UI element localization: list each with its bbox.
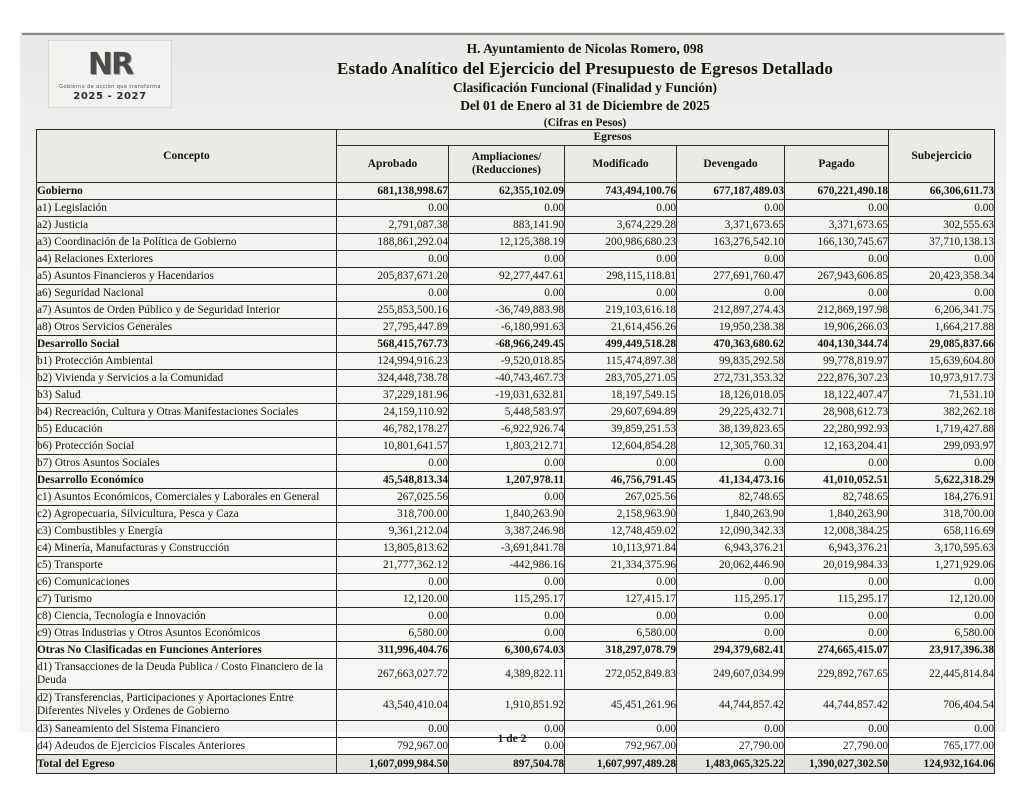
row-pagado: 0.00 xyxy=(785,200,889,217)
row-ampliaciones: 883,141.90 xyxy=(449,217,565,234)
row-pagado: 404,130,344.74 xyxy=(785,336,889,353)
row-devengado: 38,139,823.65 xyxy=(677,421,785,438)
row-concepto: Desarrollo Económico xyxy=(37,472,337,489)
row-concepto: b4) Recreación, Cultura y Otras Manifestaciones Sociales xyxy=(37,404,337,421)
row-devengado: 99,835,292.58 xyxy=(677,353,785,370)
row-aprobado: 37,229,181.96 xyxy=(337,387,449,404)
table-row xyxy=(37,625,995,642)
row-ampliaciones: -6,922,926.74 xyxy=(449,421,565,438)
row-devengado: 212,897,274.43 xyxy=(677,302,785,319)
row-ampliaciones: 0.00 xyxy=(449,625,565,642)
logo-years: 2025 - 2027 xyxy=(73,91,147,102)
row-ampliaciones: 0.00 xyxy=(449,285,565,302)
row-modificado: 3,674,229.28 xyxy=(565,217,677,234)
row-aprobado: 255,853,500.16 xyxy=(337,302,449,319)
row-ampliaciones: 1,840,263.90 xyxy=(449,506,565,523)
row-ampliaciones: 62,355,102.09 xyxy=(449,183,565,200)
row-pagado: 28,908,612.73 xyxy=(785,404,889,421)
table-row xyxy=(37,234,995,251)
row-concepto: c4) Minería, Manufacturas y Construcción xyxy=(37,540,337,557)
row-pagado: 82,748.65 xyxy=(785,489,889,506)
row-devengado: 1,483,065,325.22 xyxy=(677,755,785,774)
row-devengado: 82,748.65 xyxy=(677,489,785,506)
row-subejercicio: 0.00 xyxy=(889,455,995,472)
entity-name: H. Ayuntamiento de Nicolas Romero, 098 xyxy=(466,41,704,56)
row-devengado: 0.00 xyxy=(677,574,785,591)
row-ampliaciones: 92,277,447.61 xyxy=(449,268,565,285)
row-modificado: 298,115,118.81 xyxy=(565,268,677,285)
row-aprobado: 267,663,027.72 xyxy=(337,659,449,690)
row-aprobado: 1,607,099,984.50 xyxy=(337,755,449,774)
row-modificado: 0.00 xyxy=(565,721,677,738)
table-row xyxy=(37,183,995,200)
row-devengado: 3,371,673.65 xyxy=(677,217,785,234)
row-aprobado: 2,791,087.38 xyxy=(337,217,449,234)
row-devengado: 249,607,034.99 xyxy=(677,659,785,690)
row-ampliaciones: -19,031,632.81 xyxy=(449,387,565,404)
row-pagado: 12,163,204.41 xyxy=(785,438,889,455)
row-ampliaciones: 1,207,978.11 xyxy=(449,472,565,489)
row-ampliaciones: 1,910,851.92 xyxy=(449,690,565,721)
row-aprobado: 9,361,212.04 xyxy=(337,523,449,540)
header-ampliaciones-line2: (Reducciones) xyxy=(472,164,541,176)
row-ampliaciones: -36,749,883.98 xyxy=(449,302,565,319)
row-pagado: 20,019,984.33 xyxy=(785,557,889,574)
row-devengado: 27,790.00 xyxy=(677,738,785,755)
row-aprobado: 267,025.56 xyxy=(337,489,449,506)
row-modificado: 499,449,518.28 xyxy=(565,336,677,353)
row-modificado: 12,604,854.28 xyxy=(565,438,677,455)
row-subejercicio: 1,719,427.88 xyxy=(889,421,995,438)
table-row xyxy=(37,353,995,370)
row-concepto: b6) Protección Social xyxy=(37,438,337,455)
row-pagado: 41,010,052.51 xyxy=(785,472,889,489)
row-aprobado: 0.00 xyxy=(337,285,449,302)
row-subejercicio: 299,093.97 xyxy=(889,438,995,455)
row-subejercicio: 6,206,341.75 xyxy=(889,302,995,319)
row-modificado: 283,705,271.05 xyxy=(565,370,677,387)
row-aprobado: 0.00 xyxy=(337,251,449,268)
row-pagado: 27,790.00 xyxy=(785,738,889,755)
row-ampliaciones: 0.00 xyxy=(449,608,565,625)
row-concepto: c2) Agropecuaria, Silvicultura, Pesca y Caza xyxy=(37,506,337,523)
table-row xyxy=(37,642,995,659)
row-modificado: 127,415.17 xyxy=(565,591,677,608)
table-row xyxy=(37,370,995,387)
row-concepto: a5) Asuntos Financieros y Hacendarios xyxy=(37,268,337,285)
row-modificado: 45,451,261.96 xyxy=(565,690,677,721)
table-row xyxy=(37,319,995,336)
row-concepto: Desarrollo Social xyxy=(37,336,337,353)
table-row xyxy=(37,217,995,234)
row-concepto: d1) Transacciones de la Deuda Publica / Costo Financiero de la Deuda xyxy=(37,659,337,690)
row-modificado: 10,113,971.84 xyxy=(565,540,677,557)
row-ampliaciones: 0.00 xyxy=(449,489,565,506)
row-pagado: 0.00 xyxy=(785,608,889,625)
logo-slogan: Gobierno de acción que transforma xyxy=(59,84,161,90)
row-concepto: d4) Adeudos de Ejercicios Fiscales Anteriores xyxy=(37,738,337,755)
header-subejercicio: Subejercicio xyxy=(889,130,995,183)
row-ampliaciones: -68,966,249.45 xyxy=(449,336,565,353)
row-concepto: Total del Egreso xyxy=(37,755,337,774)
row-ampliaciones: 897,504.78 xyxy=(449,755,565,774)
table-row xyxy=(37,268,995,285)
row-aprobado: 12,120.00 xyxy=(337,591,449,608)
row-pagado: 99,778,819.97 xyxy=(785,353,889,370)
row-concepto: a4) Relaciones Exteriores xyxy=(37,251,337,268)
row-subejercicio: 22,445,814.84 xyxy=(889,659,995,690)
row-aprobado: 45,548,813.34 xyxy=(337,472,449,489)
row-aprobado: 324,448,738.78 xyxy=(337,370,449,387)
header-egresos-group: Egresos xyxy=(337,130,889,146)
row-pagado: 0.00 xyxy=(785,455,889,472)
row-aprobado: 0.00 xyxy=(337,200,449,217)
row-devengado: 115,295.17 xyxy=(677,591,785,608)
row-modificado: 792,967.00 xyxy=(565,738,677,755)
row-devengado: 6,943,376.21 xyxy=(677,540,785,557)
row-ampliaciones: 6,300,674.03 xyxy=(449,642,565,659)
row-subejercicio: 124,932,164.06 xyxy=(889,755,995,774)
row-ampliaciones: 3,387,246.98 xyxy=(449,523,565,540)
row-subejercicio: 5,622,318.29 xyxy=(889,472,995,489)
row-aprobado: 205,837,671.20 xyxy=(337,268,449,285)
row-ampliaciones: 5,448,583.97 xyxy=(449,404,565,421)
table-row xyxy=(37,251,995,268)
row-concepto: b3) Salud xyxy=(37,387,337,404)
row-subejercicio: 0.00 xyxy=(889,574,995,591)
row-ampliaciones: 4,389,822.11 xyxy=(449,659,565,690)
row-concepto: a8) Otros Servicios Generales xyxy=(37,319,337,336)
row-devengado: 470,363,680.62 xyxy=(677,336,785,353)
table-row xyxy=(37,540,995,557)
header-ampliaciones-line1: Ampliaciones/ xyxy=(471,151,542,163)
row-concepto: c3) Combustibles y Energía xyxy=(37,523,337,540)
row-concepto: Gobierno xyxy=(37,183,337,200)
row-ampliaciones: 0.00 xyxy=(449,721,565,738)
row-ampliaciones: 1,803,212.71 xyxy=(449,438,565,455)
row-concepto: c7) Turismo xyxy=(37,591,337,608)
table-row xyxy=(37,690,995,721)
row-aprobado: 568,415,767.73 xyxy=(337,336,449,353)
row-modificado: 743,494,100.76 xyxy=(565,183,677,200)
row-ampliaciones: 0.00 xyxy=(449,455,565,472)
row-modificado: 318,297,078.79 xyxy=(565,642,677,659)
row-aprobado: 0.00 xyxy=(337,574,449,591)
row-devengado: 677,187,489.03 xyxy=(677,183,785,200)
row-modificado: 0.00 xyxy=(565,200,677,217)
row-aprobado: 681,138,998.67 xyxy=(337,183,449,200)
row-devengado: 20,062,446.90 xyxy=(677,557,785,574)
row-subejercicio: 10,973,917.73 xyxy=(889,370,995,387)
row-subejercicio: 37,710,138.13 xyxy=(889,234,995,251)
row-modificado: 0.00 xyxy=(565,285,677,302)
report-units: (Cifras en Pesos) xyxy=(543,117,627,129)
row-devengado: 44,744,857.42 xyxy=(677,690,785,721)
row-modificado: 1,607,997,489.28 xyxy=(565,755,677,774)
row-aprobado: 311,996,404.76 xyxy=(337,642,449,659)
table-row xyxy=(37,421,995,438)
row-pagado: 229,892,767.65 xyxy=(785,659,889,690)
row-concepto: a6) Seguridad Nacional xyxy=(37,285,337,302)
header-pagado: Pagado xyxy=(785,146,889,183)
page-number: 1 de 2 xyxy=(497,733,527,745)
row-ampliaciones: 115,295.17 xyxy=(449,591,565,608)
row-ampliaciones: 0.00 xyxy=(449,251,565,268)
row-pagado: 222,876,307.23 xyxy=(785,370,889,387)
row-pagado: 212,869,197.98 xyxy=(785,302,889,319)
row-devengado: 1,840,263.90 xyxy=(677,506,785,523)
row-devengado: 12,305,760.31 xyxy=(677,438,785,455)
row-modificado: 21,334,375.96 xyxy=(565,557,677,574)
table-row xyxy=(37,200,995,217)
row-devengado: 19,950,238.38 xyxy=(677,319,785,336)
row-modificado: 2,158,963.90 xyxy=(565,506,677,523)
table-row xyxy=(37,659,995,690)
row-subejercicio: 0.00 xyxy=(889,285,995,302)
row-subejercicio: 318,700.00 xyxy=(889,506,995,523)
row-aprobado: 13,805,813.62 xyxy=(337,540,449,557)
row-ampliaciones: -40,743,467.73 xyxy=(449,370,565,387)
row-modificado: 200,986,680.23 xyxy=(565,234,677,251)
row-subejercicio: 382,262.18 xyxy=(889,404,995,421)
row-aprobado: 0.00 xyxy=(337,721,449,738)
row-devengado: 0.00 xyxy=(677,608,785,625)
row-concepto: a3) Coordinación de la Política de Gobierno xyxy=(37,234,337,251)
row-aprobado: 46,782,178.27 xyxy=(337,421,449,438)
row-pagado: 1,840,263.90 xyxy=(785,506,889,523)
table-body xyxy=(37,183,995,774)
row-ampliaciones: 0.00 xyxy=(449,574,565,591)
row-concepto: Otras No Clasificadas en Funciones Anteriores xyxy=(37,642,337,659)
row-devengado: 0.00 xyxy=(677,625,785,642)
row-modificado: 12,748,459.02 xyxy=(565,523,677,540)
row-modificado: 0.00 xyxy=(565,251,677,268)
row-concepto: b1) Protección Ambiental xyxy=(37,353,337,370)
row-modificado: 21,614,456.26 xyxy=(565,319,677,336)
row-pagado: 0.00 xyxy=(785,721,889,738)
row-subejercicio: 29,085,837.66 xyxy=(889,336,995,353)
table-row xyxy=(37,755,995,774)
row-concepto: c5) Transporte xyxy=(37,557,337,574)
table-row xyxy=(37,438,995,455)
row-ampliaciones: 0.00 xyxy=(449,738,565,755)
header-devengado: Devengado xyxy=(677,146,785,183)
row-concepto: b7) Otros Asuntos Sociales xyxy=(37,455,337,472)
municipality-logo xyxy=(48,40,172,108)
row-subejercicio: 0.00 xyxy=(889,721,995,738)
row-concepto: a7) Asuntos de Orden Público y de Seguridad Interior xyxy=(37,302,337,319)
row-pagado: 0.00 xyxy=(785,285,889,302)
row-subejercicio: 23,917,396.38 xyxy=(889,642,995,659)
report-classification: Clasificación Funcional (Finalidad y Función) xyxy=(452,80,718,95)
row-aprobado: 24,159,110.92 xyxy=(337,404,449,421)
table-row xyxy=(37,574,995,591)
row-concepto: d2) Transferencias, Participaciones y Aportaciones Entre Diferentes Niveles y Ordenes de Gobierno xyxy=(37,690,337,721)
table-row xyxy=(37,404,995,421)
row-modificado: 0.00 xyxy=(565,455,677,472)
title-block xyxy=(176,36,994,131)
row-subejercicio: 71,531.10 xyxy=(889,387,995,404)
table-row xyxy=(37,285,995,302)
row-devengado: 0.00 xyxy=(677,251,785,268)
row-pagado: 274,665,415.07 xyxy=(785,642,889,659)
row-aprobado: 10,801,641.57 xyxy=(337,438,449,455)
row-pagado: 1,390,027,302.50 xyxy=(785,755,889,774)
row-pagado: 18,122,407.47 xyxy=(785,387,889,404)
row-devengado: 0.00 xyxy=(677,455,785,472)
row-subejercicio: 1,664,217.88 xyxy=(889,319,995,336)
row-pagado: 670,221,490.18 xyxy=(785,183,889,200)
table-row xyxy=(37,387,995,404)
header-modificado: Modificado xyxy=(565,146,677,183)
row-modificado: 6,580.00 xyxy=(565,625,677,642)
row-concepto: c6) Comunicaciones xyxy=(37,574,337,591)
table-row xyxy=(37,472,995,489)
row-devengado: 41,134,473.16 xyxy=(677,472,785,489)
table-row xyxy=(37,557,995,574)
row-aprobado: 0.00 xyxy=(337,455,449,472)
row-ampliaciones: 0.00 xyxy=(449,200,565,217)
row-concepto: b5) Educación xyxy=(37,421,337,438)
row-subejercicio: 3,170,595.63 xyxy=(889,540,995,557)
table-header xyxy=(37,130,995,183)
row-subejercicio: 0.00 xyxy=(889,251,995,268)
row-devengado: 163,276,542.10 xyxy=(677,234,785,251)
row-modificado: 29,607,694.89 xyxy=(565,404,677,421)
table-row xyxy=(37,336,995,353)
row-modificado: 18,197,549.15 xyxy=(565,387,677,404)
row-pagado: 166,130,745.67 xyxy=(785,234,889,251)
row-devengado: 0.00 xyxy=(677,721,785,738)
row-subejercicio: 20,423,358.34 xyxy=(889,268,995,285)
egresos-table xyxy=(36,129,995,774)
row-pagado: 0.00 xyxy=(785,625,889,642)
row-aprobado: 6,580.00 xyxy=(337,625,449,642)
row-subejercicio: 302,555.63 xyxy=(889,217,995,234)
row-devengado: 0.00 xyxy=(677,200,785,217)
row-pagado: 22,280,992.93 xyxy=(785,421,889,438)
row-devengado: 272,731,353.32 xyxy=(677,370,785,387)
row-devengado: 294,379,682.41 xyxy=(677,642,785,659)
row-modificado: 39,859,251.53 xyxy=(565,421,677,438)
row-pagado: 0.00 xyxy=(785,574,889,591)
row-modificado: 0.00 xyxy=(565,608,677,625)
logo-mark: NR xyxy=(87,46,133,82)
row-subejercicio: 0.00 xyxy=(889,608,995,625)
row-devengado: 12,090,342.33 xyxy=(677,523,785,540)
row-subejercicio: 12,120.00 xyxy=(889,591,995,608)
row-ampliaciones: -442,986.16 xyxy=(449,557,565,574)
report-title: Estado Analítico del Ejercicio del Presupuesto de Egresos Detallado xyxy=(337,59,833,78)
row-devengado: 29,225,432.71 xyxy=(677,404,785,421)
row-subejercicio: 706,404.54 xyxy=(889,690,995,721)
row-concepto: a1) Legislación xyxy=(37,200,337,217)
row-subejercicio: 15,639,604.80 xyxy=(889,353,995,370)
row-subejercicio: 1,271,929.06 xyxy=(889,557,995,574)
table-row xyxy=(37,302,995,319)
row-concepto: b2) Vivienda y Servicios a la Comunidad xyxy=(37,370,337,387)
row-subejercicio: 66,306,611.73 xyxy=(889,183,995,200)
row-aprobado: 188,861,292.04 xyxy=(337,234,449,251)
row-pagado: 6,943,376.21 xyxy=(785,540,889,557)
header-aprobado: Aprobado xyxy=(337,146,449,183)
header-concepto: Concepto xyxy=(37,130,337,183)
row-concepto: d3) Saneamiento del Sistema Financiero xyxy=(37,721,337,738)
row-modificado: 115,474,897.38 xyxy=(565,353,677,370)
scan-top-edge xyxy=(22,33,1004,35)
row-subejercicio: 0.00 xyxy=(889,200,995,217)
row-subejercicio: 6,580.00 xyxy=(889,625,995,642)
row-pagado: 267,943,606.85 xyxy=(785,268,889,285)
row-ampliaciones: -6,180,991.63 xyxy=(449,319,565,336)
header-ampliaciones xyxy=(449,146,565,183)
row-aprobado: 318,700.00 xyxy=(337,506,449,523)
row-pagado: 115,295.17 xyxy=(785,591,889,608)
row-aprobado: 21,777,362.12 xyxy=(337,557,449,574)
row-concepto: c9) Otras Industrias y Otros Asuntos Económicos xyxy=(37,625,337,642)
row-pagado: 44,744,857.42 xyxy=(785,690,889,721)
row-modificado: 46,756,791.45 xyxy=(565,472,677,489)
row-devengado: 18,126,018.05 xyxy=(677,387,785,404)
report-period: Del 01 de Enero al 31 de Diciembre de 2025 xyxy=(460,98,710,113)
table-row xyxy=(37,523,995,540)
row-ampliaciones: 12,125,388.19 xyxy=(449,234,565,251)
row-modificado: 0.00 xyxy=(565,574,677,591)
row-subejercicio: 184,276.91 xyxy=(889,489,995,506)
row-modificado: 272,052,849.83 xyxy=(565,659,677,690)
table-row xyxy=(37,608,995,625)
table-row xyxy=(37,506,995,523)
row-subejercicio: 658,116.69 xyxy=(889,523,995,540)
row-aprobado: 43,540,410.04 xyxy=(337,690,449,721)
row-modificado: 267,025.56 xyxy=(565,489,677,506)
document-header xyxy=(36,36,994,128)
row-pagado: 0.00 xyxy=(785,251,889,268)
row-devengado: 0.00 xyxy=(677,285,785,302)
row-pagado: 3,371,673.65 xyxy=(785,217,889,234)
table-row xyxy=(37,489,995,506)
row-concepto: a2) Justicia xyxy=(37,217,337,234)
row-modificado: 219,103,616.18 xyxy=(565,302,677,319)
row-concepto: c1) Asuntos Económicos, Comerciales y Laborales en General xyxy=(37,489,337,506)
table-row xyxy=(37,591,995,608)
row-aprobado: 27,795,447.89 xyxy=(337,319,449,336)
row-aprobado: 0.00 xyxy=(337,608,449,625)
row-pagado: 19,906,266.03 xyxy=(785,319,889,336)
row-aprobado: 792,967.00 xyxy=(337,738,449,755)
row-subejercicio: 765,177.00 xyxy=(889,738,995,755)
row-ampliaciones: -3,691,841.78 xyxy=(449,540,565,557)
row-concepto: c8) Ciencia, Tecnología e Innovación xyxy=(37,608,337,625)
row-ampliaciones: -9,520,018.85 xyxy=(449,353,565,370)
row-aprobado: 124,994,916.23 xyxy=(337,353,449,370)
table-row xyxy=(37,455,995,472)
row-devengado: 277,691,760.47 xyxy=(677,268,785,285)
row-pagado: 12,008,384.25 xyxy=(785,523,889,540)
